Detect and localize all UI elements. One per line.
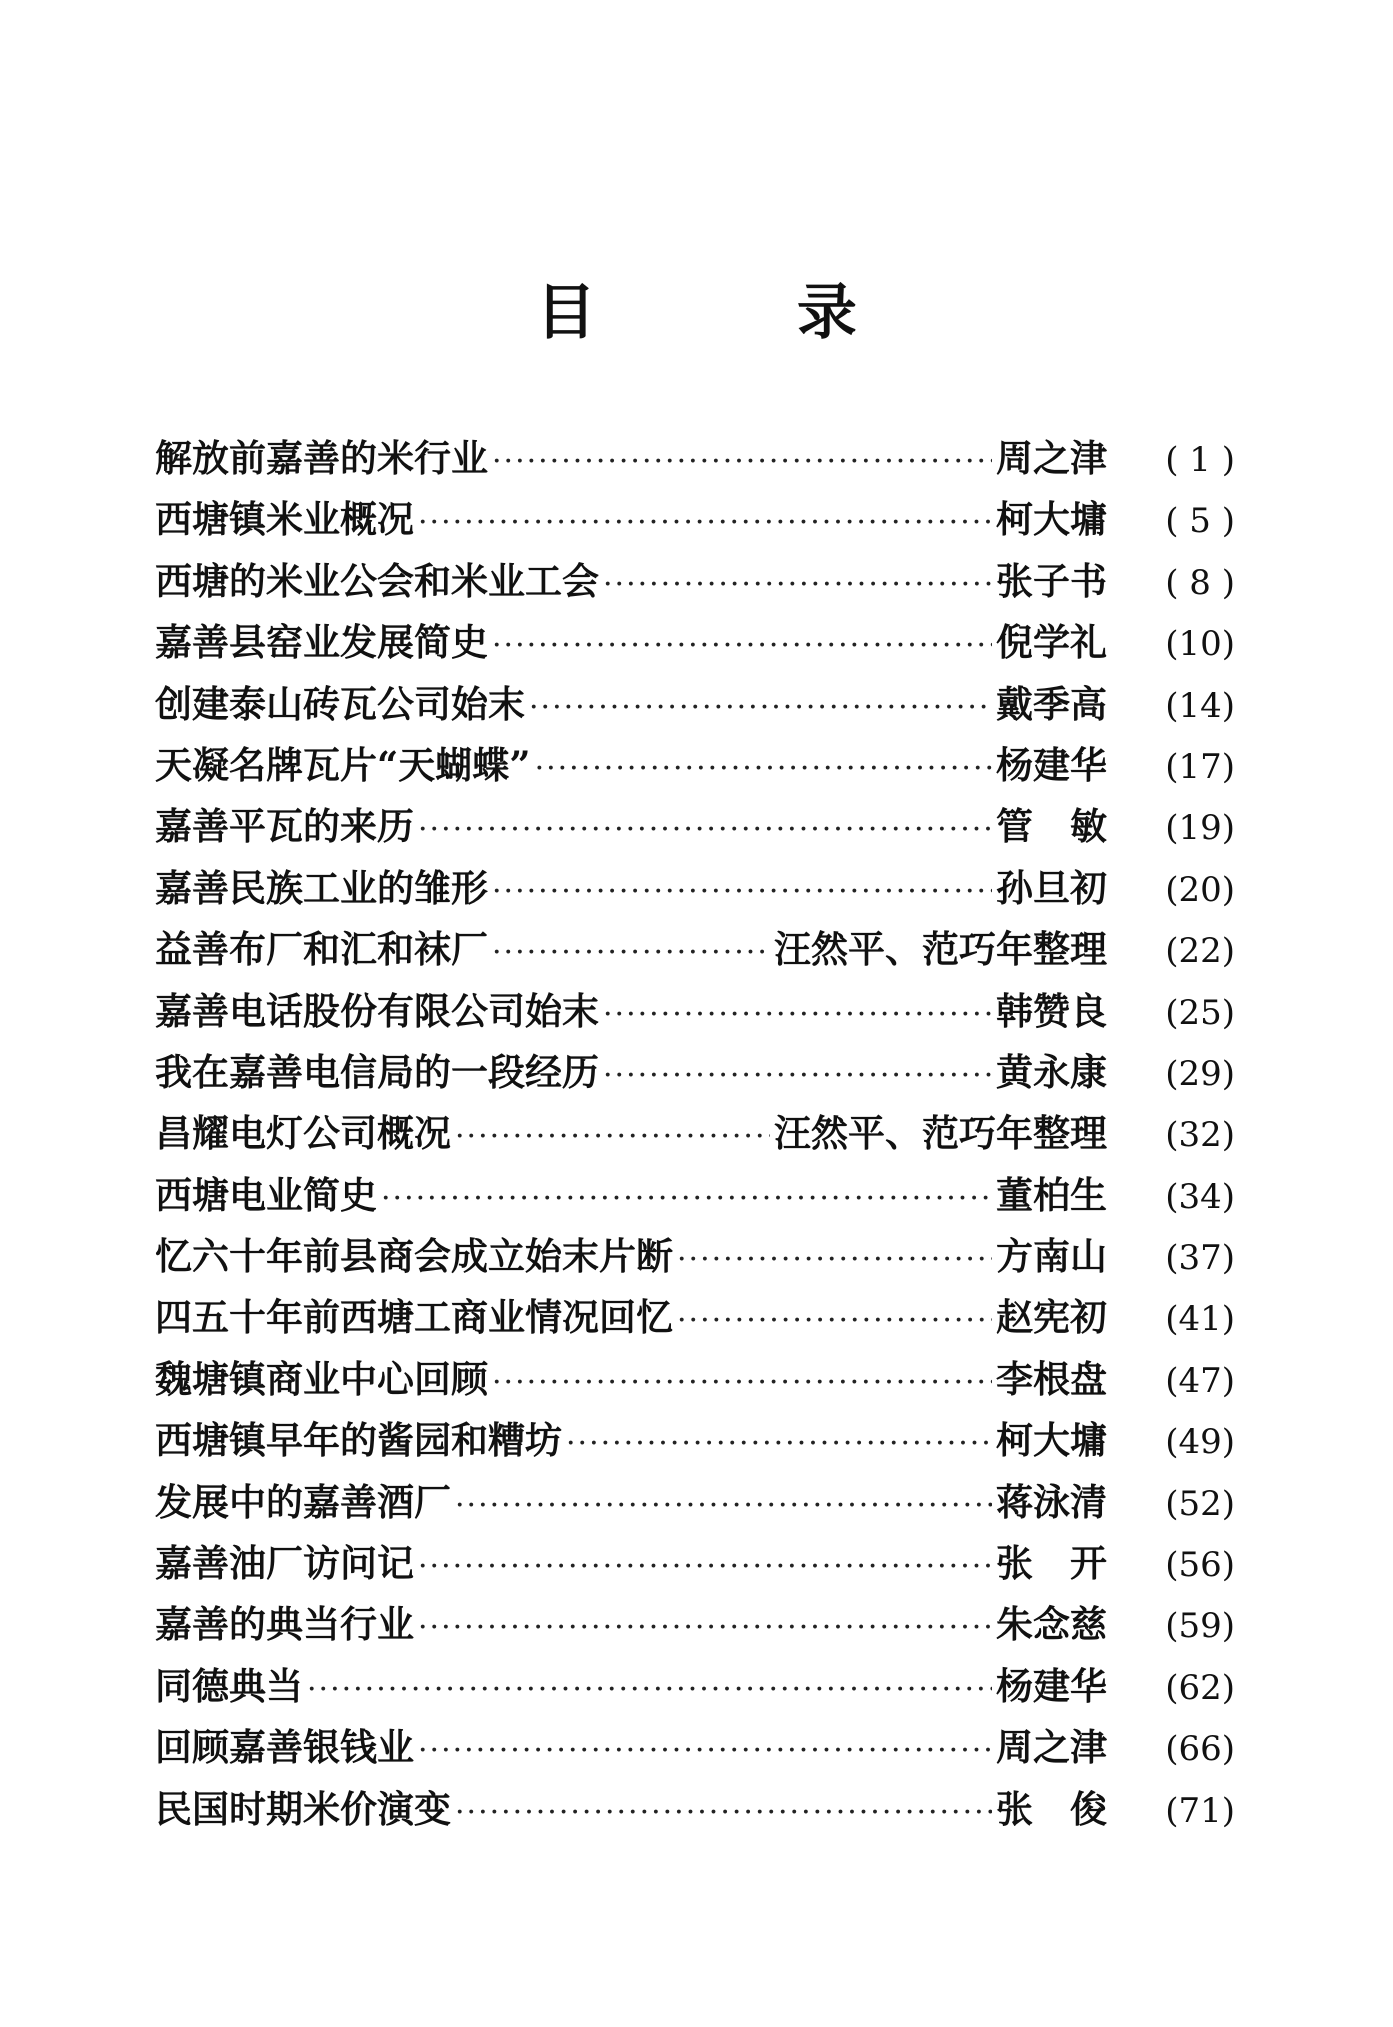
toc-entry-title: 嘉善油厂访问记 (155, 1541, 414, 1586)
toc-entry-author: 张 俊 (996, 1786, 1107, 1831)
toc-dot-leader (603, 554, 992, 615)
toc-dot-leader (566, 1413, 992, 1474)
toc-entry-page: (47) (1165, 1360, 1235, 1401)
toc-entry-title: 西塘镇早年的酱园和糟坊 (155, 1418, 562, 1463)
table-of-contents (155, 428, 1235, 1840)
toc-dot-leader (529, 677, 992, 738)
toc-entry[interactable] (155, 1594, 1235, 1655)
toc-dot-leader (603, 1045, 992, 1106)
toc-entry[interactable] (155, 1287, 1235, 1348)
toc-entry-page: (17) (1165, 746, 1235, 787)
toc-entry-author: 柯大墉 (996, 1418, 1107, 1463)
toc-entry-author: 管 敏 (996, 804, 1107, 849)
toc-entry-author: 董柏生 (996, 1172, 1107, 1217)
toc-entry-title: 西塘电业简史 (155, 1172, 377, 1217)
toc-entry-author: 汪然平、范巧年整理 (774, 1111, 1107, 1156)
toc-entry-page: (62) (1165, 1667, 1235, 1708)
toc-entry-author: 戴季高 (996, 681, 1107, 726)
toc-entry-author: 张 开 (996, 1541, 1107, 1586)
toc-dot-leader (535, 738, 992, 799)
toc-entry[interactable] (155, 428, 1235, 489)
toc-entry[interactable] (155, 1410, 1235, 1471)
toc-entry-title: 同德典当 (155, 1663, 303, 1708)
toc-entry-page: (56) (1165, 1545, 1235, 1586)
toc-entry-title: 西塘镇米业概况 (155, 497, 414, 542)
toc-dot-leader (418, 1536, 992, 1597)
toc-entry-page: ( 8 ) (1165, 562, 1235, 603)
toc-dot-leader (418, 492, 992, 553)
toc-entry-title: 西塘的米业公会和米业工会 (155, 558, 599, 603)
toc-entry-title: 嘉善电话股份有限公司始末 (155, 988, 599, 1033)
toc-entry-title: 发展中的嘉善酒厂 (155, 1479, 451, 1524)
toc-entry-page: (20) (1165, 869, 1235, 910)
toc-entry-page: (34) (1165, 1176, 1235, 1217)
toc-entry[interactable] (155, 1779, 1235, 1840)
toc-dot-leader (418, 1597, 992, 1658)
toc-entry[interactable] (155, 612, 1235, 673)
toc-dot-leader (492, 861, 992, 922)
toc-entry-page: (37) (1165, 1238, 1235, 1279)
toc-entry-page: (66) (1165, 1729, 1235, 1770)
toc-entry[interactable] (155, 981, 1235, 1042)
toc-entry-page: (41) (1165, 1299, 1235, 1340)
page-title: 目 录 (536, 278, 947, 348)
toc-entry-author: 赵宪初 (996, 1295, 1107, 1340)
toc-entry-title: 回顾嘉善银钱业 (155, 1725, 414, 1770)
toc-entry-author: 孙旦初 (996, 865, 1107, 910)
toc-entry-author: 周之津 (996, 1725, 1107, 1770)
toc-entry[interactable] (155, 1717, 1235, 1778)
toc-entry-title: 嘉善县窑业发展简史 (155, 620, 488, 665)
toc-entry-page: (71) (1165, 1790, 1235, 1831)
toc-entry[interactable] (155, 1165, 1235, 1226)
toc-entry-author: 杨建华 (996, 742, 1107, 787)
toc-dot-leader (455, 1475, 992, 1536)
toc-dot-leader (455, 1782, 992, 1843)
toc-entry[interactable] (155, 551, 1235, 612)
toc-entry-title: 我在嘉善电信局的一段经历 (155, 1049, 599, 1094)
toc-entry-author: 汪然平、范巧年整理 (774, 927, 1107, 972)
toc-entry-author: 倪学礼 (996, 620, 1107, 665)
toc-entry[interactable] (155, 1349, 1235, 1410)
toc-entry-author: 韩赞良 (996, 988, 1107, 1033)
toc-entry-author: 李根盘 (996, 1356, 1107, 1401)
toc-entry-author: 柯大墉 (996, 497, 1107, 542)
toc-entry-page: ( 5 ) (1165, 501, 1235, 542)
toc-entry-title: 创建泰山砖瓦公司始末 (155, 681, 525, 726)
toc-entry[interactable] (155, 858, 1235, 919)
toc-dot-leader (455, 1106, 770, 1167)
toc-dot-leader (603, 984, 992, 1045)
toc-entry[interactable] (155, 735, 1235, 796)
toc-entry-author: 周之津 (996, 436, 1107, 480)
toc-entry-title: 嘉善平瓦的来历 (155, 804, 414, 849)
toc-dot-leader (307, 1659, 992, 1720)
toc-dot-leader (418, 1720, 992, 1781)
toc-entry[interactable] (155, 796, 1235, 857)
toc-entry-page: (52) (1165, 1483, 1235, 1524)
toc-entry-author: 方南山 (996, 1234, 1107, 1279)
toc-entry[interactable] (155, 1472, 1235, 1533)
toc-entry-title: 益善布厂和汇和袜厂 (155, 927, 488, 972)
toc-entry-author: 蒋泳清 (996, 1479, 1107, 1524)
toc-entry-title: 魏塘镇商业中心回顾 (155, 1356, 488, 1401)
toc-entry[interactable] (155, 1656, 1235, 1717)
toc-entry-title: 昌耀电灯公司概况 (155, 1111, 451, 1156)
toc-entry-page: (32) (1165, 1115, 1235, 1156)
toc-entry[interactable] (155, 1103, 1235, 1164)
toc-entry[interactable] (155, 919, 1235, 980)
toc-dot-leader (381, 1168, 992, 1229)
toc-dot-leader (418, 799, 992, 860)
toc-dot-leader (492, 922, 770, 983)
toc-entry-page: (59) (1165, 1606, 1235, 1647)
toc-entry[interactable] (155, 1042, 1235, 1103)
toc-entry-title: 嘉善的典当行业 (155, 1602, 414, 1647)
toc-entry-title: 四五十年前西塘工商业情况回忆 (155, 1295, 673, 1340)
toc-dot-leader (492, 1352, 992, 1413)
toc-entry-page: (19) (1165, 808, 1235, 849)
toc-entry-page: (29) (1165, 1053, 1235, 1094)
toc-entry[interactable] (155, 1533, 1235, 1594)
toc-entry-title: 忆六十年前县商会成立始末片断 (155, 1234, 673, 1279)
toc-entry-page: (25) (1165, 992, 1235, 1033)
toc-entry[interactable] (155, 1226, 1235, 1287)
toc-entry[interactable] (155, 489, 1235, 550)
toc-entry-page: (22) (1165, 931, 1235, 972)
toc-entry-title: 民国时期米价演变 (155, 1786, 451, 1831)
toc-entry-title: 嘉善民族工业的雏形 (155, 865, 488, 910)
toc-dot-leader (677, 1229, 992, 1290)
toc-entry-author: 张子书 (996, 558, 1107, 603)
toc-dot-leader (677, 1290, 992, 1351)
toc-dot-leader (492, 615, 992, 676)
toc-entry[interactable] (155, 674, 1235, 735)
toc-entry-title: 天凝名牌瓦片“天蝴蝶” (155, 742, 531, 787)
toc-entry-title: 解放前嘉善的米行业 (155, 436, 488, 480)
toc-entry-author: 杨建华 (996, 1663, 1107, 1708)
toc-entry-page: (14) (1165, 685, 1235, 726)
toc-entry-page: ( 1 ) (1165, 440, 1235, 480)
toc-entry-page: (10) (1165, 624, 1235, 665)
toc-entry-page: (49) (1165, 1422, 1235, 1463)
toc-entry-author: 黄永康 (996, 1049, 1107, 1094)
toc-entry-author: 朱念慈 (996, 1602, 1107, 1647)
toc-dot-leader (492, 431, 992, 492)
